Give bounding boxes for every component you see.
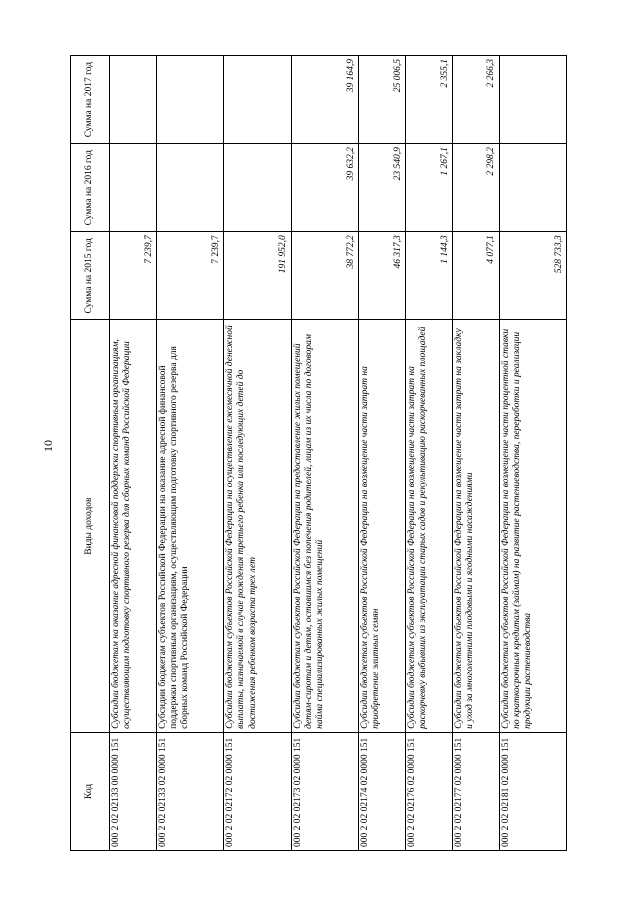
row-sum-2015: 7 239,7 xyxy=(110,232,157,320)
header-type: Виды доходов xyxy=(71,320,110,733)
row-code: 000 2 02 02177 02 0000 151 xyxy=(452,732,499,850)
row-code: 000 2 02 02173 02 0000 151 xyxy=(291,732,358,850)
row-description: Субсидии бюджетам субъектов Российской Федерации на возмещение части затрат на раскорчевку выбывших из эксплуатации старых садов и рекультивацию раскорчеванных площадей xyxy=(405,320,452,733)
table-row xyxy=(110,56,157,851)
row-sum-2015: 1 144,3 xyxy=(405,232,452,320)
row-code: 000 2 02 02133 02 0000 151 xyxy=(156,732,223,850)
header-sum-2015: Сумма на 2015 год xyxy=(71,232,110,320)
header-code: Код xyxy=(71,732,110,850)
table-row xyxy=(224,56,291,851)
rotated-table-container xyxy=(70,55,567,851)
table-row xyxy=(405,56,452,851)
revenue-table xyxy=(70,55,567,851)
row-description: Субсидии бюджетам субъектов Российской Федерации на возмещение части затрат на закладку и уход за многолетними плодовыми и ягодными насаждениями xyxy=(452,320,499,733)
row-sum-2015: 4 077,1 xyxy=(452,232,499,320)
table-row xyxy=(359,56,406,851)
row-sum-2017: 2 266,3 xyxy=(452,56,499,144)
table-row xyxy=(156,56,223,851)
row-code: 000 2 02 02181 02 0000 151 xyxy=(499,732,567,850)
row-sum-2015: 191 952,0 xyxy=(224,232,291,320)
document-table-area xyxy=(70,55,567,851)
row-description: Субсидии бюджетам субъектов Российской Федерации на оказание адресной финансовой поддержки спортивным организациям, осуществляющим подготовку спортивного резерва для сборных команд Российской Федерации xyxy=(156,320,223,733)
table-row xyxy=(291,56,358,851)
row-sum-2015: 46 317,3 xyxy=(359,232,406,320)
row-sum-2017 xyxy=(224,56,291,144)
row-sum-2017 xyxy=(499,56,567,144)
row-description: Субсидии бюджетам субъектов Российской Федерации на возмещение части процентной ставки по краткосрочным кредитам (займам) на развитие растениеводства, переработки и реализации продукции растениеводства xyxy=(499,320,567,733)
row-sum-2016 xyxy=(499,144,567,232)
row-sum-2017: 39 164,9 xyxy=(291,56,358,144)
row-sum-2017: 2 355,1 xyxy=(405,56,452,144)
row-sum-2016 xyxy=(224,144,291,232)
row-code: 000 2 02 02176 02 0000 151 xyxy=(405,732,452,850)
row-description: Субсидии бюджетам на оказание адресной финансовой поддержки спортивным организациям, осуществляющим подготовку спортивного резерва для сборных команд Российской Федерации xyxy=(110,320,157,733)
row-code: 000 2 02 02174 02 0000 151 xyxy=(359,732,406,850)
row-sum-2016: 2 298,2 xyxy=(452,144,499,232)
row-code: 000 2 02 02172 02 0000 151 xyxy=(224,732,291,850)
row-sum-2015: 528 733,3 xyxy=(499,232,567,320)
row-sum-2016: 23 540,9 xyxy=(359,144,406,232)
row-sum-2017: 25 006,5 xyxy=(359,56,406,144)
row-sum-2016: 39 632,2 xyxy=(291,144,358,232)
table-row xyxy=(452,56,499,851)
row-sum-2017 xyxy=(156,56,223,144)
row-description: Субсидии бюджетам субъектов Российской Федерации на осуществление ежемесячной денежной выплаты, назначаемой в случае рождения третьего ребенка или последующих детей до достижения ребенком возраста трех лет xyxy=(224,320,291,733)
row-sum-2015: 38 772,2 xyxy=(291,232,358,320)
row-sum-2016 xyxy=(110,144,157,232)
header-sum-2016: Сумма на 2016 год xyxy=(71,144,110,232)
row-sum-2015: 7 239,7 xyxy=(156,232,223,320)
row-description: Субсидии бюджетам субъектов Российской Федерации на возмещение части затрат на приобретение элитных семян xyxy=(359,320,406,733)
row-sum-2016 xyxy=(156,144,223,232)
table-header-row xyxy=(71,56,110,851)
row-sum-2017 xyxy=(110,56,157,144)
table-row xyxy=(499,56,567,851)
page-number: 10 xyxy=(41,440,55,452)
row-sum-2016: 1 267,1 xyxy=(405,144,452,232)
header-sum-2017: Сумма на 2017 год xyxy=(71,56,110,144)
row-code: 000 2 02 02133 00 0000 151 xyxy=(110,732,157,850)
row-description: Субсидии бюджетам субъектов Российской Федерации на предоставление жилых помещений детям-сиротам и детям, оставшимся без попечения родителей, лицам из их числа по договорам найма специализированных жилых помещений xyxy=(291,320,358,733)
